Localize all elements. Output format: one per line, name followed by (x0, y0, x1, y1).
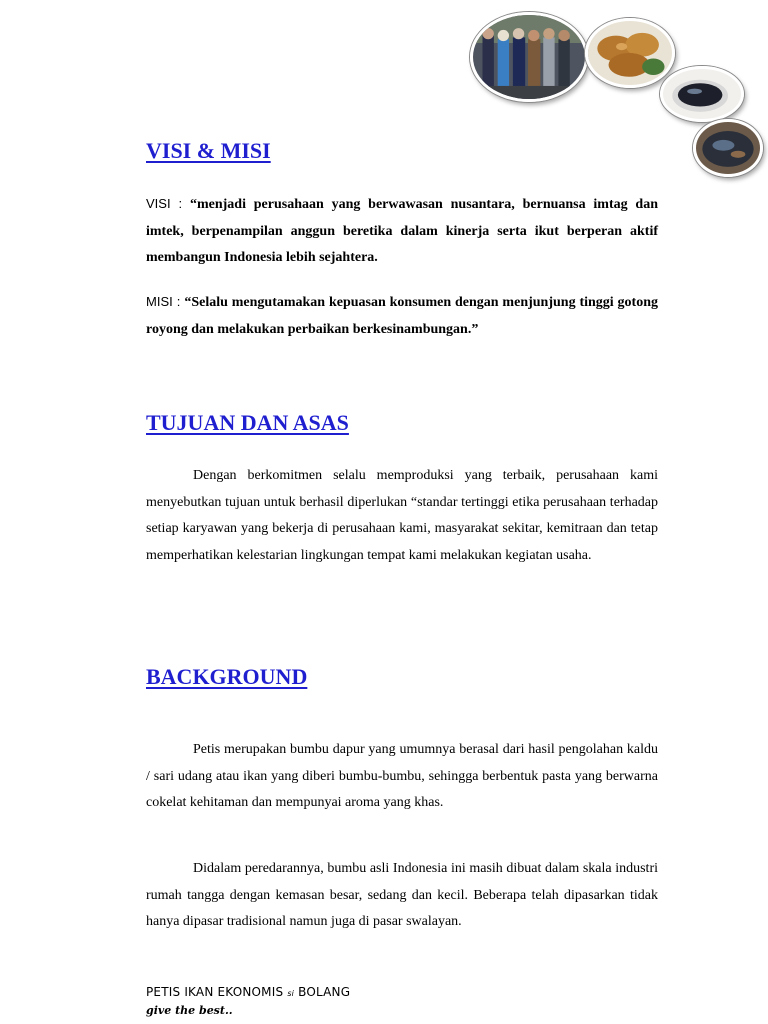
heading-visi-misi: VISI & MISI (146, 138, 271, 163)
misi-paragraph (146, 289, 658, 343)
fried-food-photo (585, 18, 675, 88)
footer-brand-si: si (287, 989, 295, 998)
footer-brand (146, 985, 350, 999)
heading-background: BACKGROUND (146, 664, 308, 689)
visi-paragraph (146, 191, 658, 272)
visi-label: VISI : (146, 196, 190, 211)
misi-text: “Selalu mengutamakan kepuasan konsumen dengan menjunjung tinggi gotong royong dan melakukan perbaikan berkesinambungan.” (146, 295, 658, 337)
heading-tujuan-dan-asas: TUJUAN DAN ASAS (146, 410, 349, 435)
misi-label: MISI : (146, 294, 185, 309)
footer-tagline: give the best.. (146, 1004, 233, 1017)
petis-bowl-photo (660, 66, 744, 122)
background-paragraph-2: Didalam peredarannya, bumbu asli Indonesia ini masih dibuat dalam skala industri rumah tangga dengan kemasan besar, sedang dan kecil. Beberapa telah dipasarkan tidak hanya dipasar tradisional namun juga di pasar swalayan. (146, 861, 658, 930)
tujuan-paragraph: Dengan berkomitmen selalu memproduksi yang terbaik, perusahaan kami menyebutkan tujuan untuk berhasil diperlukan “standar tertinggi etika perusahaan terhadap setiap karyawan yang bekerja di perusahaan kami, masyarakat sekitar, kemitraan dan tetap memperhatikan kelestarian lingkungan tempat kami melakukan kegiatan usaha. (146, 468, 658, 563)
team-photo (470, 12, 588, 102)
petis-dish-photo (693, 119, 763, 177)
visi-text: “menjadi perusahaan yang berwawasan nusantara, bernuansa imtag dan imtek, berpenampilan anggun beretika dalam kinerja serta ikut berperan aktif membangun Indonesia lebih sejahtera. (146, 197, 658, 266)
footer-brand-b: BOLANG (294, 985, 351, 999)
background-paragraph-1: Petis merupakan bumbu dapur yang umumnya berasal dari hasil pengolahan kaldu / sari udang atau ikan yang diberi bumbu-bumbu, sehingga berbentuk pasta yang berwarna cokelat kehitaman dan mempunyai aroma yang khas. (146, 742, 658, 811)
footer-brand-a: PETIS IKAN EKONOMIS (146, 985, 288, 999)
